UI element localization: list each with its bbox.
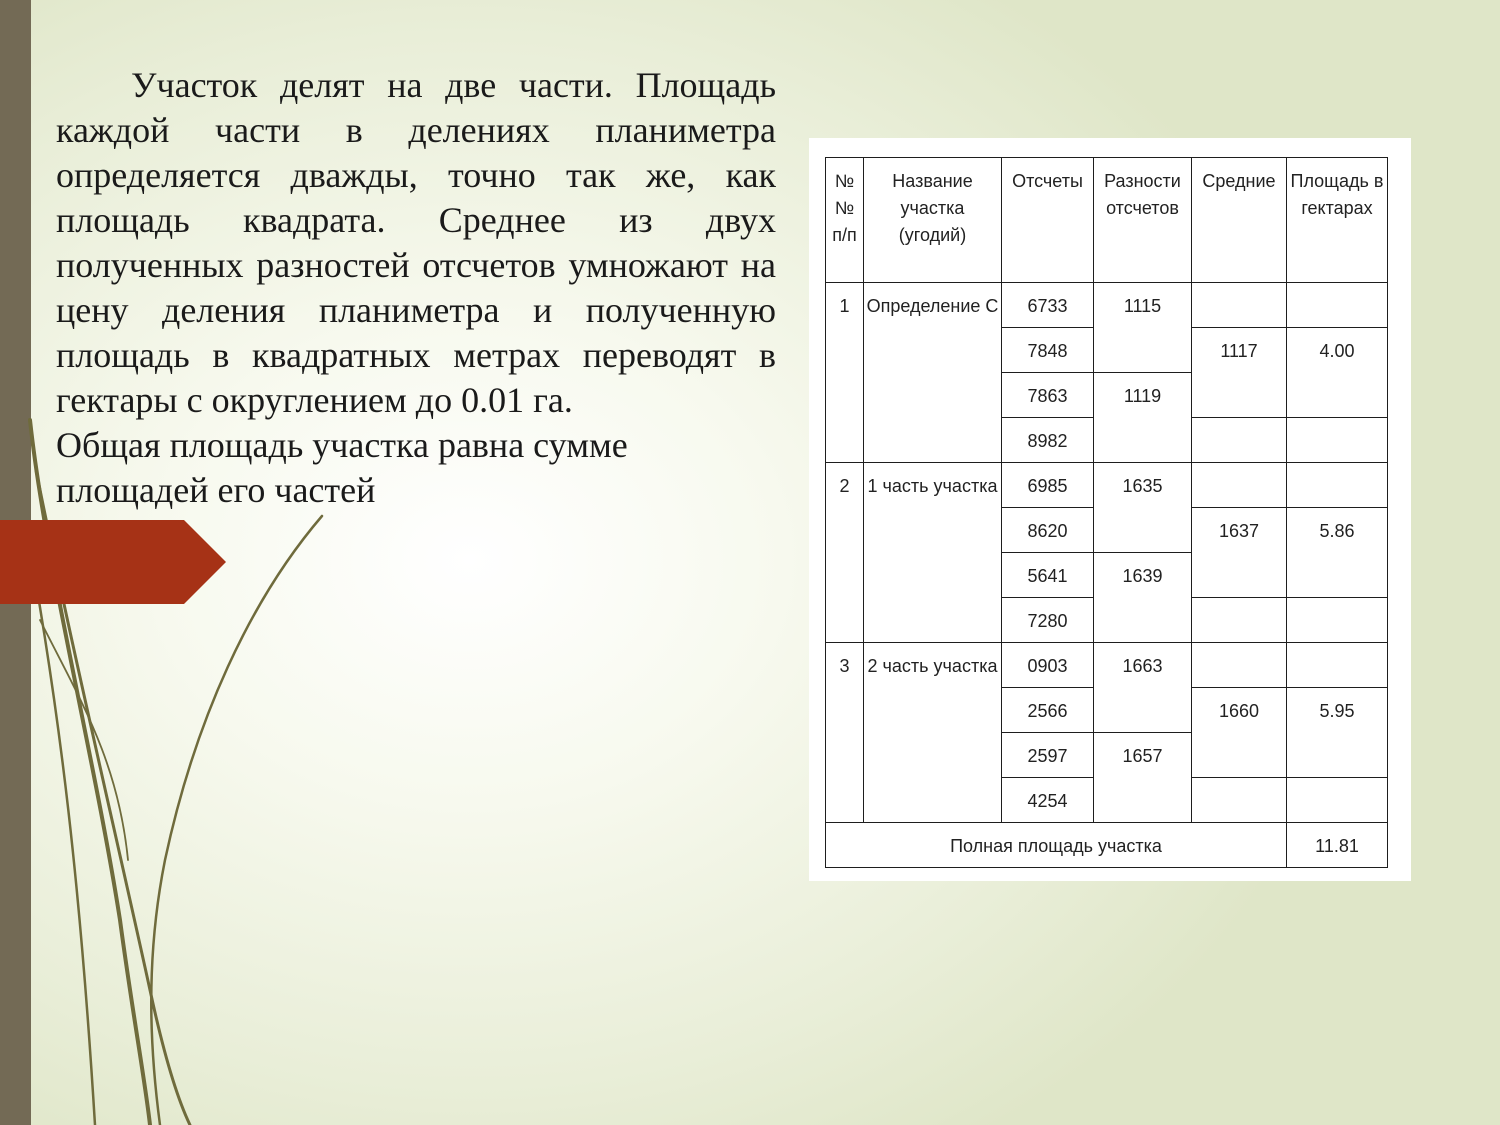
plot-name: 1 часть участка [864, 463, 1002, 643]
area-empty-cell [1287, 418, 1388, 463]
difference-cell: 1639 [1094, 553, 1192, 643]
table-total-row [826, 823, 1388, 868]
header-name: Название участка (угодий) [864, 158, 1002, 283]
reading-cell: 0903 [1002, 643, 1094, 688]
area-empty-cell [1287, 463, 1388, 508]
header-readings: Отсчеты [1002, 158, 1094, 283]
plot-number: 1 [826, 283, 864, 463]
total-value: 11.81 [1287, 823, 1388, 868]
planimeter-table [825, 157, 1388, 868]
table-row [826, 643, 1388, 688]
mean-cell: 1637 [1192, 508, 1287, 598]
area-empty-cell [1287, 283, 1388, 328]
plot-number: 2 [826, 463, 864, 643]
reading-cell: 7848 [1002, 328, 1094, 373]
plot-name: Определение С [864, 283, 1002, 463]
plot-name: 2 часть участка [864, 643, 1002, 823]
red-arrow-tab [0, 520, 226, 604]
reading-cell: 5641 [1002, 553, 1094, 598]
table-row [826, 283, 1388, 328]
difference-cell: 1657 [1094, 733, 1192, 823]
difference-cell: 1663 [1094, 643, 1192, 733]
mean-empty-cell [1192, 418, 1287, 463]
reading-cell: 4254 [1002, 778, 1094, 823]
total-label: Полная площадь участка [826, 823, 1287, 868]
difference-cell: 1635 [1094, 463, 1192, 553]
difference-cell: 1119 [1094, 373, 1192, 463]
header-area: Площадь в гектарах [1287, 158, 1388, 283]
mean-empty-cell [1192, 463, 1287, 508]
slide-body-text [56, 63, 776, 513]
difference-cell: 1115 [1094, 283, 1192, 373]
header-means: Средние [1192, 158, 1287, 283]
mean-cell: 1660 [1192, 688, 1287, 778]
area-cell: 4.00 [1287, 328, 1388, 418]
table-panel [809, 138, 1411, 881]
header-diffs: Разности отсчетов [1094, 158, 1192, 283]
paragraph-total: Общая площадь участка равна сумме площадей его частей [56, 425, 628, 510]
area-empty-cell [1287, 778, 1388, 823]
area-empty-cell [1287, 598, 1388, 643]
reading-cell: 2597 [1002, 733, 1094, 778]
mean-empty-cell [1192, 778, 1287, 823]
plot-number: 3 [826, 643, 864, 823]
reading-cell: 7280 [1002, 598, 1094, 643]
reading-cell: 7863 [1002, 373, 1094, 418]
paragraph-method: Участок делят на две части. Площадь каждой части в делениях планиметра определяется дважды, точно так же, как площадь квадрата. Среднее из двух полученных разностей отсчетов умножают на цену деления планиметра и полученную площадь в квадратных метрах переводят в гектары с округлением до 0.01 га. [56, 65, 776, 420]
mean-empty-cell [1192, 643, 1287, 688]
reading-cell: 8620 [1002, 508, 1094, 553]
reading-cell: 6733 [1002, 283, 1094, 328]
mean-empty-cell [1192, 598, 1287, 643]
area-empty-cell [1287, 643, 1388, 688]
area-cell: 5.95 [1287, 688, 1388, 778]
table-row [826, 463, 1388, 508]
reading-cell: 6985 [1002, 463, 1094, 508]
table-header-row [826, 158, 1388, 283]
header-num: № № п/п [826, 158, 864, 283]
area-cell: 5.86 [1287, 508, 1388, 598]
reading-cell: 2566 [1002, 688, 1094, 733]
mean-cell: 1117 [1192, 328, 1287, 418]
mean-empty-cell [1192, 283, 1287, 328]
reading-cell: 8982 [1002, 418, 1094, 463]
